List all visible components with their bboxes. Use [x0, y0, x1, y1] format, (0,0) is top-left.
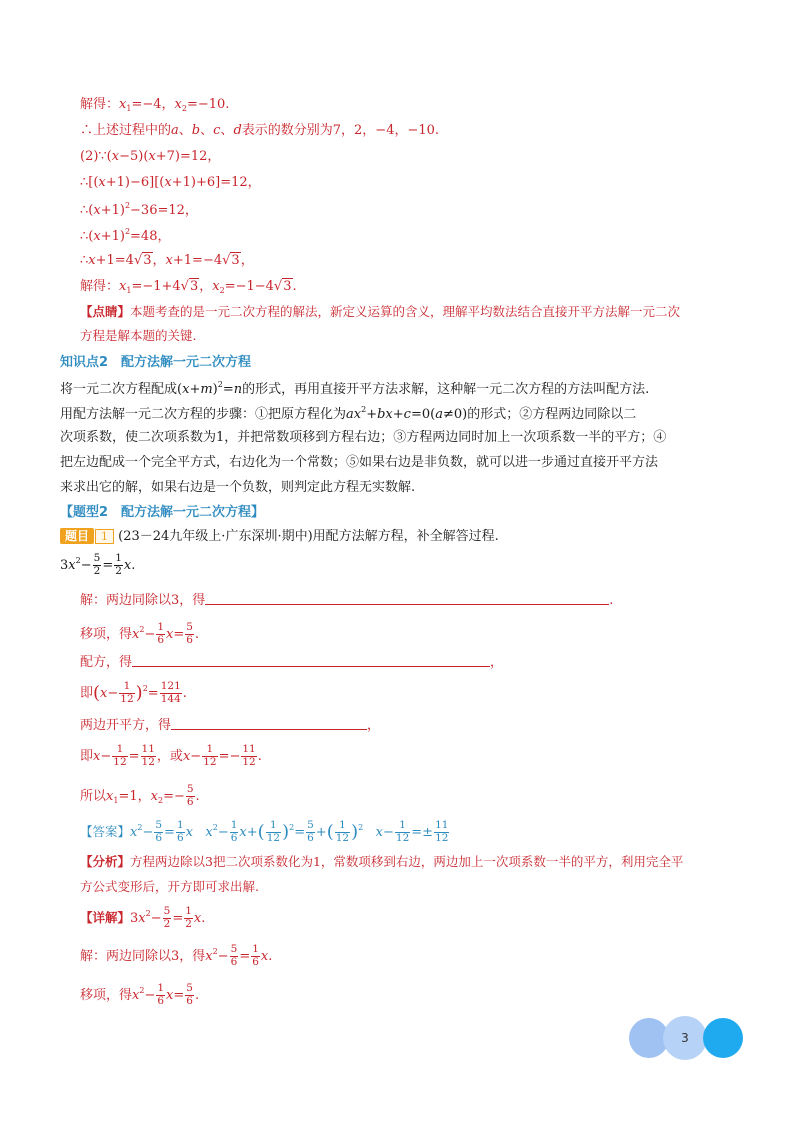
answer-blank-2[interactable] [132, 665, 490, 667]
comment-line-1: 【点睛】本题考查的是一元二次方程的解法，新定义运算的含义，理解平均数法结合直接开平方法解一元二次 [80, 304, 681, 319]
knowledge-para-2: 用配方法解一元二次方程的步骤：①把原方程化为$ax^2+bx+c=0(a\ne 0)$的形式；②方程两边同除以二 [60, 405, 637, 422]
knowledge-para-4: 把左边配成一个完全平方式，右边化为一个常数；⑤如果右边是非负数，就可以进一步通过直接开平方法 [60, 455, 659, 470]
exercise-step-4: 即(x− $\frac{1}{12}$ )$^2$= $\frac{121}{144}$ . [80, 680, 187, 705]
comment-tag: 【点睛】 [80, 304, 131, 319]
knowledge-para-5: 来求出它的解，如果右边是一个负数，则判定此方程无实数解. [60, 480, 416, 495]
knowledge-para-1: 将一元二次方程配成$(x+m)^2=n$的形式，再用直接开平方法求解，这种解一元二次方程的方法叫配方法. [60, 380, 650, 397]
page-circle-right [703, 1018, 743, 1058]
detail-line-2: 解：两边同除以3，得$x^2-$ $\frac{5}{6}$ = $\frac{1}{6}$ x. [80, 943, 273, 968]
comment-line-2: 方程是解本题的关键. [80, 328, 197, 343]
solution-line-1: 解得：$x_1=-4$，$x_2=-10$. [80, 97, 230, 113]
page-number-badge [663, 1016, 707, 1060]
exercise-step-3: 配方，得 ， [80, 655, 504, 670]
exercise-step-6: 即x− $\frac{1}{12}$ = $\frac{11}{12}$ ，或x− $\frac{1}{12}$ =− $\frac{11}{12}$ . [80, 743, 262, 768]
exercise-number: 1 [95, 529, 114, 544]
exercise-header [60, 528, 499, 544]
detail-line-3: 移项，得$x^2-$ $\frac{1}{6}$ x= $\frac{5}{6}$ . [80, 982, 200, 1007]
analysis-line-2: 方公式变形后，开方即可求出解. [80, 879, 259, 894]
exercise-step-2: 移项，得$x^2-$ $\frac{1}{6}$ x= $\frac{5}{6}$ . [80, 621, 200, 646]
answer-blank-1[interactable] [205, 603, 609, 605]
knowledge-point-heading: 知识点2 配方法解一元二次方程 [60, 355, 252, 370]
detail-tag: 【详解】 [80, 909, 131, 925]
answer-tag: 【答案】 [80, 823, 131, 839]
exercise-step-1: 解：两边同除以3，得 . [80, 593, 614, 608]
exercise-tag: 题目 [60, 528, 94, 544]
solution-line-4: ∴[(x+1)−6][(x+1)+6]=12， [80, 175, 261, 190]
solution-line-7: ∴x+1=4√3，x+1=−4√3， [80, 253, 254, 268]
answer-line: 【答案】$x^2-$ $\frac{5}{6}$ = $\frac{1}{6}$ x $x^2-$ $\frac{1}{6}$ x+( $\frac{1}{12}$ )$^2$= $\frac{5}{6}$ +( $\frac{1}{12}$ )$^2$ x− $\frac{1}{12}$ =± $\frac{11}{12}$ [80, 819, 449, 844]
detail-line-1: 【详解】$3x^2-$ $\frac{5}{2}$ = $\frac{1}{2}$ x. [80, 905, 206, 930]
exercise-step-7: 所以$x_1=1$，$x_2=-$ $\frac{5}{6}$ . [80, 783, 200, 808]
solution-line-5: $\therefore(x+1)^2-36=12$， [80, 201, 198, 218]
solution-line-2: ∴上述过程中的a、b、c、d表示的数分别为7，2，−4，−10. [80, 123, 440, 138]
page-number: 3 [681, 1031, 689, 1045]
analysis-tag: 【分析】 [80, 854, 131, 869]
solution-line-6: $\therefore(x+1)^2=48$， [80, 227, 171, 244]
solution-line-3: (2)∵(x−5)(x+7)=12， [80, 149, 221, 164]
exercise-step-5: 两边开平方，得 ， [80, 718, 381, 733]
exercise-equation: $3x^2-$ $\frac{5}{2}$ = $\frac{1}{2}$ x. [60, 552, 136, 577]
knowledge-para-3: 次项系数，使二次项系数为1，并把常数项移到方程右边；③方程两边同时加上一次项系数一半的平方；④ [60, 430, 667, 445]
question-type-heading: 【题型2 配方法解一元二次方程】 [60, 505, 265, 520]
answer-blank-3[interactable] [171, 728, 367, 730]
analysis-line-1: 【分析】方程两边除以3把二次项系数化为1，常数项移到右边，两边加上一次项系数一半的平方，利用完全平 [80, 854, 684, 869]
solution-line-8: 解得：$x_1=-1+4√3$，$x_2=-1-4√3$. [80, 279, 297, 295]
exercise-source: (23－24九年级上·广东深圳·期中)用配方法解方程，补全解答过程. [118, 529, 499, 544]
